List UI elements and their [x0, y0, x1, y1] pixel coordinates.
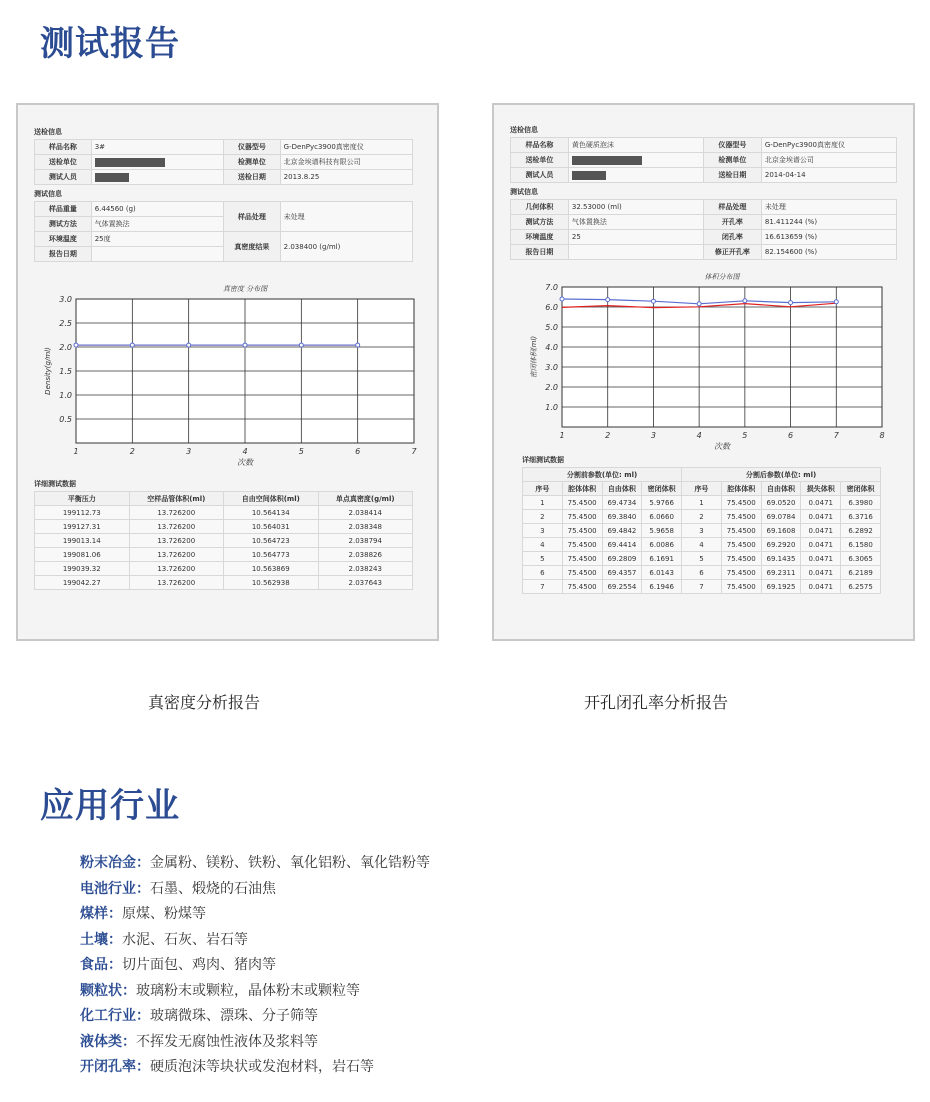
value-sample-name: 3#: [91, 140, 223, 155]
label-ambient-temp: 环境温度: [511, 230, 569, 245]
value-test-unit: 北京金埃谱科技有限公司: [280, 155, 412, 170]
value-instrument-model: G-DenPyc3900真密度仪: [280, 140, 412, 155]
data-point: [651, 299, 655, 303]
right-table-header: 损失体积: [801, 482, 841, 496]
table-cell: 0.0471: [801, 524, 841, 538]
label-open-porosity: 开孔率: [703, 215, 761, 230]
left-test-info-table: [34, 201, 413, 262]
right-detail-table-title: 详细测试数据: [522, 456, 564, 464]
label-geometric-volume: 几何体积: [511, 200, 569, 215]
value-report-date: [91, 247, 223, 262]
label-test-unit: 检测单位: [223, 155, 280, 170]
table-cell: 13.726200: [129, 520, 224, 534]
data-point: [834, 300, 838, 304]
table-cell: 5: [682, 552, 722, 566]
table-cell: 6.1580: [841, 538, 881, 552]
value-ambient-temp: 25: [568, 230, 703, 245]
label-submit-date: 送检日期: [703, 168, 761, 183]
after-split-group-header: 分割后参数(单位: ml): [682, 468, 881, 482]
table-cell: 69.4842: [602, 524, 642, 538]
label-submit-date: 送检日期: [223, 170, 280, 185]
x-tick-label: 2: [605, 431, 611, 440]
right-table-header: 腔体体积: [562, 482, 602, 496]
table-cell: 69.1925: [761, 580, 801, 594]
data-point: [789, 301, 793, 305]
table-row: [35, 562, 413, 576]
application-category: 电池行业：: [80, 880, 150, 897]
data-point: [74, 343, 78, 347]
table-cell: 0.0471: [801, 580, 841, 594]
application-item: [80, 903, 430, 929]
table-cell: 0.0471: [801, 552, 841, 566]
application-category: 食品：: [80, 957, 122, 973]
x-tick-label: 6: [355, 447, 361, 456]
label-sample-name: 样品名称: [35, 140, 92, 155]
porosity-report-card: [492, 103, 915, 641]
table-row: [35, 534, 413, 548]
applications-list: [80, 852, 430, 1082]
data-point: [743, 299, 747, 303]
application-item: [80, 852, 430, 878]
table-cell: 75.4500: [562, 524, 602, 538]
value-report-date: [568, 245, 703, 260]
table-cell: 1: [682, 496, 722, 510]
label-closed-porosity: 闭孔率: [703, 230, 761, 245]
table-cell: 13.726200: [129, 576, 224, 590]
application-item: [80, 954, 430, 980]
application-item: [80, 1056, 430, 1082]
table-cell: 2.037643: [318, 576, 413, 590]
x-tick-label: 4: [696, 431, 702, 440]
table-cell: 6.3716: [841, 510, 881, 524]
label-ambient-temp: 环境温度: [35, 232, 92, 247]
right-table-header: 腔体体积: [721, 482, 761, 496]
table-cell: 10.564031: [224, 520, 319, 534]
table-row: [35, 548, 413, 562]
label-sample-name: 样品名称: [511, 138, 569, 153]
application-materials: 玻璃微珠、漂珠、分子筛等: [150, 1008, 318, 1024]
table-cell: 10.564723: [224, 534, 319, 548]
table-cell: 6.0143: [642, 566, 682, 580]
application-materials: 切片面包、鸡肉、猪肉等: [122, 957, 276, 973]
right-group-test-info: 测试信息: [510, 188, 538, 196]
table-cell: 13.726200: [129, 506, 224, 520]
table-cell: 69.1608: [761, 524, 801, 538]
table-cell: 10.564134: [224, 506, 319, 520]
table-cell: 69.2809: [602, 552, 642, 566]
right-test-info-table: [510, 199, 897, 260]
table-cell: 2.038414: [318, 506, 413, 520]
table-cell: 199127.31: [35, 520, 130, 534]
table-cell: 69.4357: [602, 566, 642, 580]
x-tick-label: 1: [559, 431, 565, 440]
data-point: [356, 343, 360, 347]
table-cell: 5.9766: [642, 496, 682, 510]
table-cell: 69.2311: [761, 566, 801, 580]
application-item: [80, 1031, 430, 1057]
table-cell: 69.3840: [602, 510, 642, 524]
label-submitter: 送检单位: [511, 153, 569, 168]
value-test-method: 气体置换法: [568, 215, 703, 230]
label-instrument-model: 仪器型号: [703, 138, 761, 153]
x-tick-label: 3: [186, 447, 192, 456]
right-table-header: 序号: [523, 482, 563, 496]
table-cell: 69.4734: [602, 496, 642, 510]
value-sample-weight: 6.44560 (g): [91, 202, 223, 217]
density-report-caption: 真密度分析报告: [148, 693, 261, 712]
data-point: [299, 343, 303, 347]
table-cell: 4: [682, 538, 722, 552]
label-test-method: 测试方法: [511, 215, 569, 230]
left-group-test-info: 测试信息: [34, 190, 62, 198]
y-tick-label: 2.0: [59, 343, 72, 352]
table-cell: 2: [523, 510, 563, 524]
table-cell: 69.2554: [602, 580, 642, 594]
table-cell: 199042.27: [35, 576, 130, 590]
table-cell: 75.4500: [721, 524, 761, 538]
x-tick-label: 8: [879, 431, 885, 440]
table-row: [523, 510, 881, 524]
table-cell: 6: [523, 566, 563, 580]
value-test-unit: 北京金埃谱公司: [761, 153, 896, 168]
table-cell: 2: [682, 510, 722, 524]
value-tester-redacted: [91, 170, 223, 185]
table-cell: 69.0520: [761, 496, 801, 510]
table-row: [523, 580, 881, 594]
y-tick-label: 1.0: [59, 391, 72, 400]
table-row: [523, 552, 881, 566]
label-density-result: 真密度结果: [223, 232, 280, 262]
x-tick-label: 5: [298, 447, 304, 456]
application-materials: 玻璃粉末或颗粒，晶体粉末或颗粒等: [136, 982, 360, 999]
x-tick-label: 4: [242, 447, 248, 456]
application-category: 液体类：: [80, 1033, 136, 1050]
data-point: [697, 302, 701, 306]
value-open-porosity: 81.411244 (%): [761, 215, 896, 230]
table-cell: 10.562938: [224, 576, 319, 590]
density-report-card: [16, 103, 439, 641]
application-item: [80, 980, 430, 1006]
table-cell: 10.564773: [224, 548, 319, 562]
x-tick-label: 6: [788, 431, 794, 440]
table-cell: 75.4500: [721, 580, 761, 594]
label-sample-treatment: 样品处理: [223, 202, 280, 232]
table-cell: 6.1691: [642, 552, 682, 566]
label-test-unit: 检测单位: [703, 153, 761, 168]
table-cell: 13.726200: [129, 534, 224, 548]
y-tick-label: 5.0: [545, 323, 558, 332]
table-cell: 75.4500: [562, 510, 602, 524]
y-tick-label: 7.0: [545, 283, 558, 292]
table-cell: 1: [523, 496, 563, 510]
right-table-header: 密闭体积: [841, 482, 881, 496]
value-test-method: 气体置换法: [91, 217, 223, 232]
test-report-heading: 测试报告: [40, 24, 180, 64]
application-materials: 不挥发无腐蚀性液体及浆料等: [136, 1033, 318, 1050]
table-cell: 199081.06: [35, 548, 130, 562]
table-cell: 199112.73: [35, 506, 130, 520]
value-submit-date: 2014-04-14: [761, 168, 896, 183]
value-corrected-open-porosity: 82.154600 (%): [761, 245, 896, 260]
table-cell: 6.0086: [642, 538, 682, 552]
y-tick-label: 2.0: [545, 383, 558, 392]
right-sample-info-table: [510, 137, 897, 183]
y-tick-label: 1.0: [545, 403, 558, 412]
porosity-report-caption: 开孔闭孔率分析报告: [584, 693, 729, 712]
plot-area: [562, 287, 882, 427]
table-cell: 6.3980: [841, 496, 881, 510]
y-axis-label: 密闭体积(ml): [530, 335, 538, 379]
application-category: 颗粒状：: [80, 982, 136, 999]
table-cell: 75.4500: [721, 552, 761, 566]
table-cell: 4: [523, 538, 563, 552]
label-sample-weight: 样品重量: [35, 202, 92, 217]
left-table-header: 单点真密度(g/ml): [318, 492, 413, 506]
table-cell: 75.4500: [562, 566, 602, 580]
x-tick-label: 3: [650, 431, 656, 440]
right-group-sample-info: 送检信息: [510, 126, 538, 134]
value-sample-name: 黄色硬质泡沫: [568, 138, 703, 153]
value-sample-treatment: 未处理: [761, 200, 896, 215]
y-tick-label: 3.0: [545, 363, 558, 372]
table-cell: 69.1435: [761, 552, 801, 566]
table-cell: 6.2892: [841, 524, 881, 538]
application-materials: 水泥、石灰、岩石等: [122, 931, 248, 948]
label-test-method: 测试方法: [35, 217, 92, 232]
left-detail-table-title: 详细测试数据: [34, 480, 76, 488]
value-submit-date: 2013.8.25: [280, 170, 412, 185]
table-cell: 13.726200: [129, 562, 224, 576]
table-cell: 2.038348: [318, 520, 413, 534]
value-closed-porosity: 16.613659 (%): [761, 230, 896, 245]
table-row: [523, 566, 881, 580]
right-detail-table: [522, 467, 881, 594]
table-cell: 0.0471: [801, 510, 841, 524]
density-distribution-chart: [18, 277, 438, 472]
right-table-header: 序号: [682, 482, 722, 496]
table-cell: 69.4414: [602, 538, 642, 552]
value-sample-treatment: 未处理: [280, 202, 412, 232]
table-cell: 199039.32: [35, 562, 130, 576]
applications-heading: 应用行业: [40, 786, 180, 826]
label-tester: 测试人员: [511, 168, 569, 183]
chart-title: 真密度 分布图: [222, 285, 268, 293]
table-row: [523, 524, 881, 538]
left-group-sample-info: 送检信息: [34, 128, 62, 136]
value-submitter-redacted: [91, 155, 223, 170]
left-sample-info-table: [34, 139, 413, 185]
application-item: [80, 878, 430, 904]
left-table-header: 自由空间体积(ml): [224, 492, 319, 506]
x-tick-label: 2: [129, 447, 135, 456]
data-point: [606, 298, 610, 302]
chart-title: 体积分布图: [704, 273, 740, 281]
table-cell: 6.3065: [841, 552, 881, 566]
table-cell: 6.2575: [841, 580, 881, 594]
table-cell: 7: [682, 580, 722, 594]
label-report-date: 报告日期: [35, 247, 92, 262]
table-cell: 75.4500: [562, 538, 602, 552]
right-table-header: 自由体积: [761, 482, 801, 496]
label-tester: 测试人员: [35, 170, 92, 185]
label-report-date: 报告日期: [511, 245, 569, 260]
table-row: [523, 538, 881, 552]
application-category: 土壤：: [80, 931, 122, 948]
application-item: [80, 1005, 430, 1031]
x-tick-label: 7: [833, 431, 839, 440]
table-cell: 75.4500: [721, 510, 761, 524]
y-tick-label: 0.5: [59, 415, 72, 424]
value-submitter-redacted: [568, 153, 703, 168]
table-cell: 75.4500: [721, 538, 761, 552]
application-category: 化工行业：: [80, 1008, 150, 1024]
y-axis-label: Density(g/ml): [44, 347, 52, 395]
table-cell: 6.0660: [642, 510, 682, 524]
label-corrected-open-porosity: 修正开孔率: [703, 245, 761, 260]
left-table-header: 空样品管体积(ml): [129, 492, 224, 506]
table-cell: 0.0471: [801, 496, 841, 510]
application-item: [80, 929, 430, 955]
application-materials: 石墨、煅烧的石油焦: [150, 880, 276, 897]
table-row: [35, 506, 413, 520]
y-tick-label: 3.0: [59, 295, 72, 304]
x-axis-label: 次数: [237, 458, 253, 467]
table-cell: 2.038826: [318, 548, 413, 562]
value-instrument-model: G-DenPyc3900真密度仪: [761, 138, 896, 153]
table-row: [35, 520, 413, 534]
value-ambient-temp: 25度: [91, 232, 223, 247]
table-cell: 6.1946: [642, 580, 682, 594]
value-geometric-volume: 32.53000 (ml): [568, 200, 703, 215]
table-cell: 0.0471: [801, 566, 841, 580]
data-point: [560, 297, 564, 301]
y-tick-label: 2.5: [59, 319, 72, 328]
table-cell: 75.4500: [562, 552, 602, 566]
table-cell: 6.2189: [841, 566, 881, 580]
table-cell: 75.4500: [721, 566, 761, 580]
y-tick-label: 4.0: [545, 343, 558, 352]
application-materials: 硬质泡沫等块状或发泡材料，岩石等: [150, 1059, 374, 1075]
left-detail-table: [34, 491, 413, 590]
application-category: 粉末冶金：: [80, 855, 150, 871]
table-cell: 13.726200: [129, 548, 224, 562]
table-cell: 2.038794: [318, 534, 413, 548]
table-cell: 75.4500: [721, 496, 761, 510]
table-cell: 2.038243: [318, 562, 413, 576]
table-cell: 69.2920: [761, 538, 801, 552]
table-cell: 75.4500: [562, 496, 602, 510]
value-density-result: 2.038400 (g/ml): [280, 232, 412, 262]
label-sample-treatment: 样品处理: [703, 200, 761, 215]
data-point: [243, 343, 247, 347]
x-axis-label: 次数: [714, 442, 730, 451]
value-tester-redacted: [568, 168, 703, 183]
table-cell: 3: [682, 524, 722, 538]
table-cell: 5: [523, 552, 563, 566]
right-table-header: 密闭体积: [642, 482, 682, 496]
right-table-header: 自由体积: [602, 482, 642, 496]
x-tick-label: 5: [742, 431, 748, 440]
table-cell: 69.0784: [761, 510, 801, 524]
table-cell: 3: [523, 524, 563, 538]
y-tick-label: 1.5: [59, 367, 72, 376]
application-materials: 金属粉、镁粉、铁粉、氧化铝粉、氧化锆粉等: [150, 855, 430, 871]
x-tick-label: 7: [411, 447, 417, 456]
y-tick-label: 6.0: [545, 303, 558, 312]
table-cell: 0.0471: [801, 538, 841, 552]
data-point: [130, 343, 134, 347]
table-cell: 199013.14: [35, 534, 130, 548]
application-category: 煤样：: [80, 906, 122, 922]
table-cell: 7: [523, 580, 563, 594]
volume-distribution-chart: [494, 265, 914, 455]
before-split-group-header: 分割前参数(单位: ml): [523, 468, 682, 482]
table-row: [523, 496, 881, 510]
table-cell: 5.9658: [642, 524, 682, 538]
label-instrument-model: 仪器型号: [223, 140, 280, 155]
data-point: [187, 343, 191, 347]
application-category: 开闭孔率：: [80, 1059, 150, 1075]
label-submitter: 送检单位: [35, 155, 92, 170]
application-materials: 原煤、粉煤等: [122, 906, 206, 922]
table-row: [35, 576, 413, 590]
table-cell: 75.4500: [562, 580, 602, 594]
table-cell: 6: [682, 566, 722, 580]
left-table-header: 平衡压力: [35, 492, 130, 506]
x-tick-label: 1: [73, 447, 79, 456]
table-cell: 10.563869: [224, 562, 319, 576]
